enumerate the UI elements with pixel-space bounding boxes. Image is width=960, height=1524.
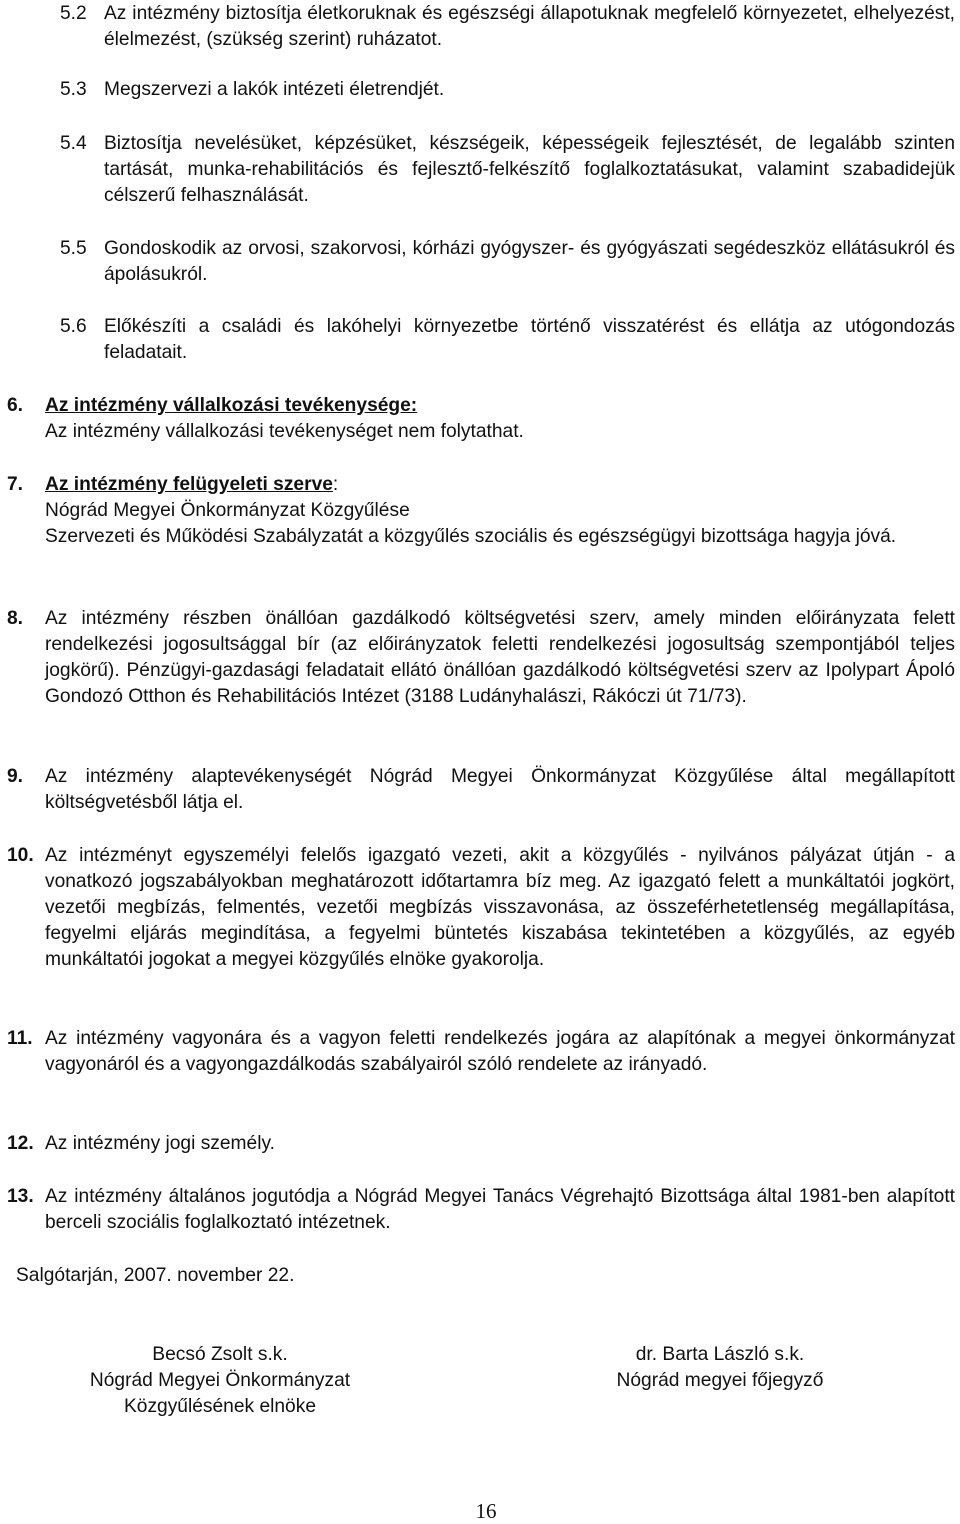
section-number: 10. bbox=[7, 845, 34, 866]
item-5-6 bbox=[60, 314, 955, 366]
section-6 bbox=[7, 393, 955, 445]
section-12 bbox=[7, 1131, 955, 1157]
item-5-2 bbox=[60, 1, 955, 53]
section-heading: Az intézmény vállalkozási tevékenysége: bbox=[45, 395, 418, 416]
section-text: Az intézmény vagyonára és a vagyon feletti rendelkezés jogára az alapítónak a megyei önkormányzat vagyonáról és a vagyongazdálkodás szabályairól szóló rendelete az irányadó. bbox=[45, 1028, 955, 1075]
section-8 bbox=[7, 606, 955, 710]
section-heading: Az intézmény felügyeleti szerve bbox=[45, 474, 333, 495]
section-text: Az intézmény jogi személy. bbox=[45, 1133, 275, 1154]
item-5-3 bbox=[60, 77, 955, 103]
item-number: 5.2 bbox=[60, 3, 87, 24]
signatory-name: Becsó Zsolt s.k. bbox=[152, 1344, 288, 1365]
supervisory-body: Nógrád Megyei Önkormányzat Közgyűlése bbox=[45, 500, 410, 521]
item-5-5 bbox=[60, 236, 955, 288]
section-number: 11. bbox=[7, 1028, 33, 1049]
section-number: 6. bbox=[7, 395, 24, 416]
section-number: 13. bbox=[7, 1186, 34, 1207]
item-number: 5.5 bbox=[60, 238, 87, 259]
item-number: 5.6 bbox=[60, 316, 87, 337]
item-number: 5.4 bbox=[60, 133, 87, 154]
section-number: 8. bbox=[7, 608, 24, 629]
signatory-name: dr. Barta László s.k. bbox=[635, 1344, 805, 1365]
section-9 bbox=[7, 764, 955, 816]
section-7 bbox=[7, 472, 955, 550]
signature-left bbox=[60, 1342, 380, 1420]
signatory-org: Nógrád Megyei Önkormányzat bbox=[89, 1370, 351, 1391]
item-text: Megszervezi a lakók intézeti életrendjét. bbox=[104, 79, 445, 100]
item-text: Előkészíti a családi és lakóhelyi környezetbe történő visszatérést és ellátja az utógondozás feladatait. bbox=[104, 316, 955, 363]
section-11 bbox=[7, 1026, 955, 1078]
signatory-title: Közgyűlésének elnöke bbox=[123, 1396, 316, 1417]
section-number: 7. bbox=[7, 474, 24, 495]
signatory-title: Nógrád megyei főjegyző bbox=[616, 1370, 824, 1391]
section-number: 9. bbox=[7, 766, 24, 787]
section-text: Az intézmény alaptevékenységét Nógrád Megyei Önkormányzat Közgyűlése által megállapított költségvetésből látja el. bbox=[45, 766, 955, 813]
section-number: 12. bbox=[7, 1133, 34, 1154]
section-text: Az intézményt egyszemélyi felelős igazgató vezeti, akit a közgyűlés - nyilvános pályázat útján - a vonatkozó jogszabályokban meghatározott időtartamra bíz meg. Az igazgató felett a munkáltatói jogkört, vezetői megbízás, felmentés, vezetői megbízás visszavonása, az összeférhetetlenség megállapítása, fegyelmi eljárás megindítása, a fegyelmi büntetés kiszabása tekintetében a közgyűlés, az egyéb munkáltatói jogokat a megyei közgyűlés elnöke gyakorolja. bbox=[45, 845, 955, 970]
section-text: Az intézmény általános jogutódja a Nógrád Megyei Tanács Végrehajtó Bizottsága által 1981-ben alapított berceli szociális foglalkoztató intézetnek. bbox=[45, 1186, 955, 1233]
section-text: Az intézmény részben önállóan gazdálkodó költségvetési szerv, amely minden előirányzata felett rendelkezési jogosultsággal bír (az előirányzatok feletti rendelkezési jogosultság szempontjából teljes jogkörű). Pénzügyi-gazdasági feladatait ellátó önállóan gazdálkodó költségvetési szerv az Ipolypart Ápoló Gondozó Otthon és Rehabilitációs Intézet (3188 Ludányhalászi, Rákóczi út 71/73). bbox=[45, 608, 955, 707]
item-text: Gondoskodik az orvosi, szakorvosi, kórházi gyógyszer- és gyógyászati segédeszköz ellátásukról és ápolásukról. bbox=[104, 238, 955, 285]
section-text: Szervezeti és Működési Szabályzatát a közgyűlés szociális és egészségügyi bizottsága hagyja jóvá. bbox=[45, 526, 897, 547]
section-10 bbox=[7, 843, 955, 973]
item-text: Az intézmény biztosítja életkoruknak és egészségi állapotuknak megfelelő környezetet, elhelyezést, élelmezést, (szükség szerint) ruházatot. bbox=[104, 3, 955, 50]
item-5-4 bbox=[60, 131, 955, 209]
heading-colon: : bbox=[332, 474, 339, 495]
section-text: Az intézmény vállalkozási tevékenységet nem folytathat. bbox=[45, 421, 524, 442]
page-number: 16 bbox=[475, 1499, 497, 1523]
item-text: Biztosítja nevelésüket, képzésüket, készségeik, képességeik fejlesztését, de legalább szinten tartását, munka-rehabilitációs és fejlesztő-felkészítő foglalkoztatásukat, valamint szabadidejük célszerű felhasználását. bbox=[104, 133, 955, 206]
signature-right bbox=[570, 1342, 870, 1394]
section-13 bbox=[7, 1184, 955, 1236]
item-number: 5.3 bbox=[60, 79, 87, 100]
place-date: Salgótarján, 2007. november 22. bbox=[16, 1265, 295, 1286]
